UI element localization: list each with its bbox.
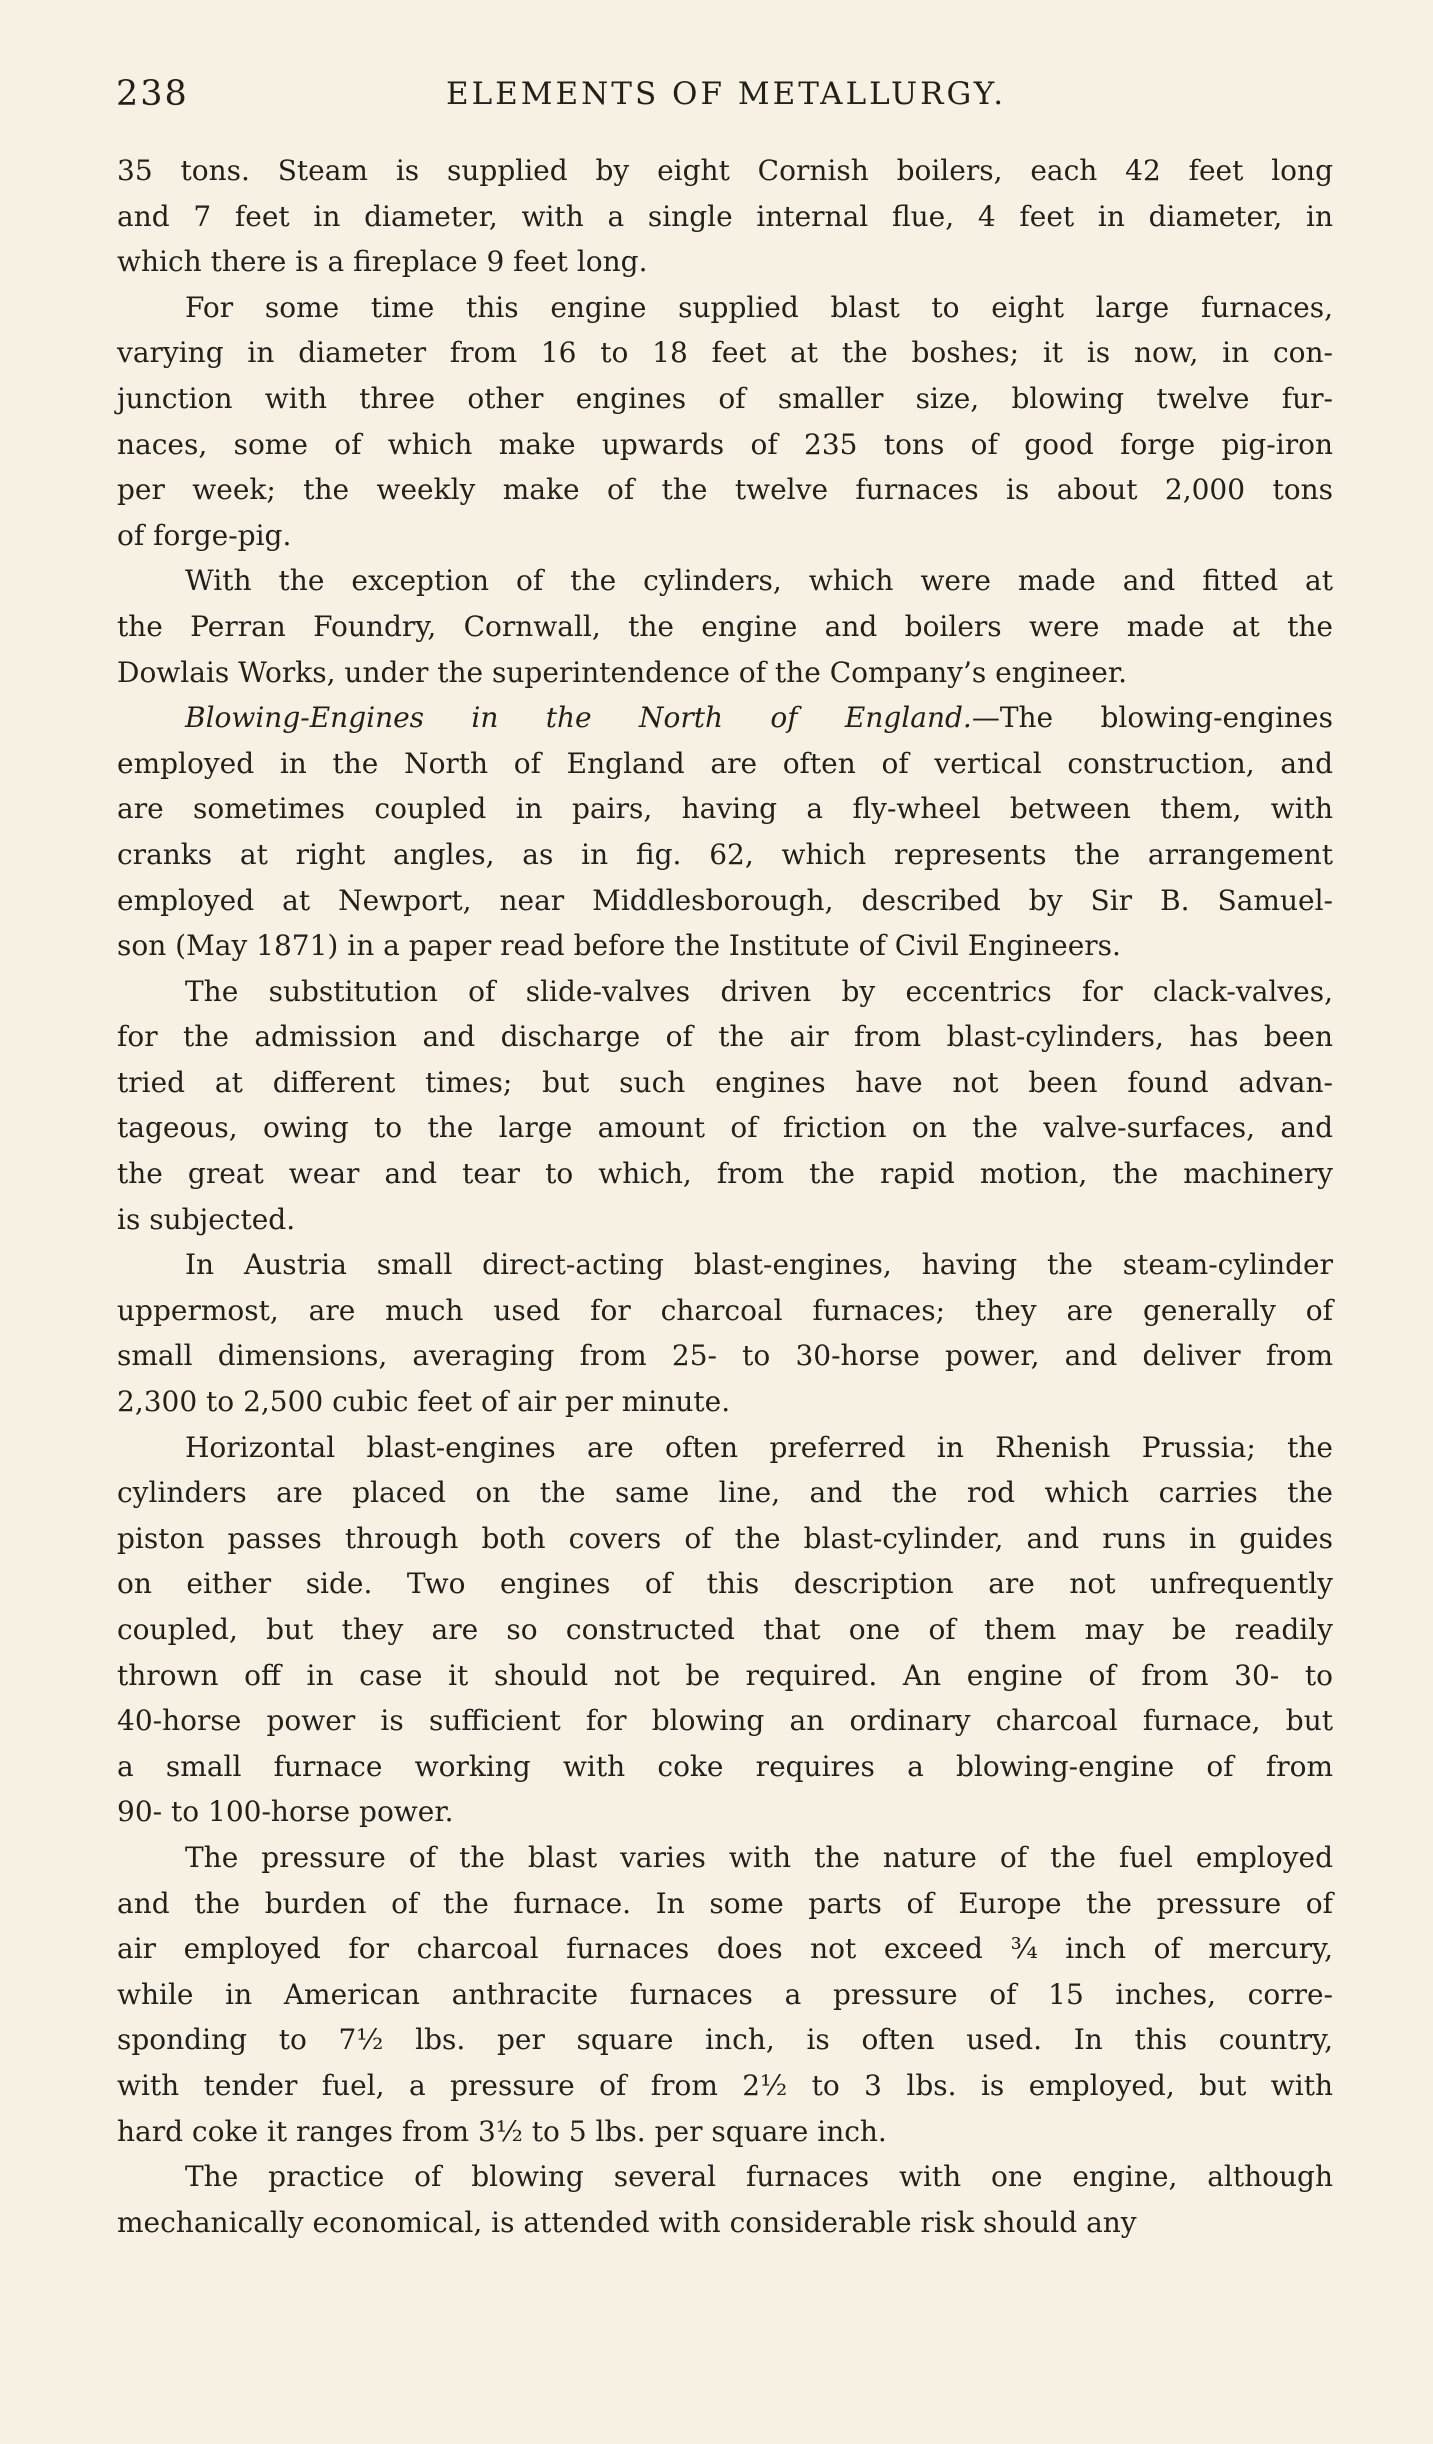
text-line bbox=[117, 558, 1333, 604]
line-text: hard coke it ranges from 3½ to 5 lbs. per square inch. bbox=[117, 2114, 887, 2148]
line-text: while in American anthracite furnaces a pressure of 15 inches, corre- bbox=[117, 1977, 1333, 2011]
line-text: and the burden of the furnace. In some parts of Europe the pressure of bbox=[117, 1886, 1333, 1920]
paragraph bbox=[117, 148, 1333, 285]
page-number: 238 bbox=[116, 74, 189, 114]
text-line bbox=[117, 1425, 1333, 1471]
line-text: is subjected. bbox=[117, 1202, 296, 1236]
text-line bbox=[117, 2063, 1333, 2109]
text-line bbox=[117, 604, 1333, 650]
text-line bbox=[117, 1105, 1333, 1151]
line-text: a small furnace working with coke requires a blowing-engine of from bbox=[117, 1749, 1333, 1783]
line-text: Horizontal blast-engines are often preferred in Rhenish Prussia; the bbox=[185, 1430, 1333, 1464]
text-line bbox=[117, 878, 1333, 924]
line-text: Dowlais Works, under the superintendence of the Company’s engineer. bbox=[117, 655, 1128, 689]
line-text: small dimensions, averaging from 25- to 30-horse power, and deliver from bbox=[117, 1339, 1333, 1373]
line-text: piston passes through both covers of the blast-cylinder, and runs in guides bbox=[117, 1521, 1333, 1555]
text-line bbox=[117, 2154, 1333, 2200]
text-line bbox=[117, 741, 1333, 787]
text-line bbox=[117, 194, 1333, 240]
line-text: and 7 feet in diameter, with a single internal flue, 4 feet in diameter, in bbox=[117, 199, 1333, 233]
text-line bbox=[117, 1972, 1333, 2018]
line-text: of forge-pig. bbox=[117, 518, 292, 552]
text-line bbox=[117, 1835, 1333, 1881]
paragraph bbox=[117, 1835, 1333, 2154]
text-line bbox=[117, 923, 1333, 969]
line-text: 90- to 100-horse power. bbox=[117, 1795, 454, 1829]
line-text: with tender fuel, a pressure of from 2½ to 3 lbs. is employed, but with bbox=[117, 2068, 1333, 2102]
text-line bbox=[117, 285, 1333, 331]
paragraph bbox=[117, 2154, 1333, 2245]
line-text: for the admission and discharge of the air from blast-cylinders, has been bbox=[117, 1020, 1333, 1054]
text-line bbox=[117, 1561, 1333, 1607]
body-text bbox=[117, 148, 1333, 2245]
line-text: the Perran Foundry, Cornwall, the engine and boilers were made at the bbox=[117, 609, 1333, 643]
line-text: employed in the North of England are often of vertical construction, and bbox=[117, 746, 1333, 780]
paragraph bbox=[117, 695, 1333, 969]
paragraph bbox=[117, 969, 1333, 1243]
text-line bbox=[117, 1516, 1333, 1562]
line-text: cranks at right angles, as in fig. 62, which represents the arrangement bbox=[117, 837, 1333, 871]
line-text: junction with three other engines of smaller size, blowing twelve fur- bbox=[117, 381, 1333, 415]
line-text: per week; the weekly make of the twelve furnaces is about 2,000 tons bbox=[117, 473, 1333, 507]
text-line bbox=[117, 1744, 1333, 1790]
paragraph bbox=[117, 285, 1333, 559]
line-text: sponding to 7½ lbs. per square inch, is often used. In this country, bbox=[117, 2023, 1333, 2057]
line-text: mechanically economical, is attended with considerable risk should any bbox=[117, 2205, 1137, 2239]
text-line bbox=[117, 330, 1333, 376]
text-line bbox=[117, 2109, 1333, 2155]
text-line bbox=[117, 1197, 1333, 1243]
line-text: tried at different times; but such engines have not been found advan- bbox=[117, 1065, 1333, 1099]
line-text: cylinders are placed on the same line, and the rod which carries the bbox=[117, 1476, 1333, 1510]
line-text: 40-horse power is sufficient for blowing an ordinary charcoal furnace, but bbox=[117, 1704, 1333, 1738]
line-text: In Austria small direct-acting blast-engines, having the steam-cylinder bbox=[185, 1248, 1333, 1282]
line-text: For some time this engine supplied blast to eight large furnaces, bbox=[185, 290, 1333, 324]
line-text: varying in diameter from 16 to 18 feet at the boshes; it is now, in con- bbox=[117, 336, 1333, 370]
text-line bbox=[117, 695, 1333, 741]
line-text: tageous, owing to the large amount of friction on the valve-surfaces, and bbox=[117, 1111, 1333, 1145]
text-line bbox=[117, 1151, 1333, 1197]
line-text: naces, some of which make upwards of 235 tons of good forge pig-iron bbox=[117, 427, 1333, 461]
text-line bbox=[117, 1470, 1333, 1516]
line-text: The substitution of slide-valves driven by eccentrics for clack-valves, bbox=[185, 974, 1333, 1008]
text-line bbox=[117, 1242, 1333, 1288]
text-line bbox=[117, 1379, 1333, 1425]
text-line bbox=[117, 467, 1333, 513]
line-text: on either side. Two engines of this description are not unfrequently bbox=[117, 1567, 1333, 1601]
text-line bbox=[117, 1698, 1333, 1744]
line-text: which there is a fireplace 9 feet long. bbox=[117, 245, 648, 279]
text-line bbox=[117, 832, 1333, 878]
text-line bbox=[117, 2200, 1333, 2246]
text-line bbox=[117, 1333, 1333, 1379]
text-line bbox=[117, 1014, 1333, 1060]
text-line bbox=[117, 1607, 1333, 1653]
text-line bbox=[117, 376, 1333, 422]
line-text: coupled, but they are so constructed that one of them may be readily bbox=[117, 1613, 1333, 1646]
line-text: —The blowing-engines bbox=[971, 701, 1333, 735]
line-text: son (May 1871) in a paper read before the Institute of Civil Engineers. bbox=[117, 929, 1121, 963]
running-head: ELEMENTS OF METALLURGY. bbox=[445, 76, 1007, 112]
line-text: 2,300 to 2,500 cubic feet of air per minute. bbox=[117, 1385, 731, 1419]
paragraph bbox=[117, 558, 1333, 695]
paragraph bbox=[117, 1242, 1333, 1424]
text-line bbox=[117, 1926, 1333, 1972]
line-text: thrown off in case it should not be required. An engine of from 30- to bbox=[117, 1658, 1333, 1692]
line-text: the great wear and tear to which, from the rapid motion, the machinery bbox=[117, 1157, 1333, 1191]
text-line bbox=[117, 786, 1333, 832]
text-line bbox=[117, 513, 1333, 559]
line-text: 35 tons. Steam is supplied by eight Cornish boilers, each 42 feet long bbox=[117, 154, 1333, 187]
page-header bbox=[116, 64, 1336, 124]
text-line bbox=[117, 2017, 1333, 2063]
text-line bbox=[117, 1060, 1333, 1106]
line-text: The pressure of the blast varies with the nature of the fuel employed bbox=[185, 1840, 1333, 1874]
text-line bbox=[117, 1653, 1333, 1699]
section-heading: Blowing-Engines in the North of England. bbox=[185, 701, 972, 735]
line-text: air employed for charcoal furnaces does not exceed ¾ inch of mercury, bbox=[117, 1932, 1333, 1966]
text-line bbox=[117, 239, 1333, 285]
text-line bbox=[117, 422, 1333, 468]
text-line bbox=[117, 148, 1333, 194]
text-line bbox=[117, 969, 1333, 1015]
line-text: With the exception of the cylinders, which were made and fitted at bbox=[185, 564, 1333, 598]
text-line bbox=[117, 1288, 1333, 1334]
line-text: The practice of blowing several furnaces with one engine, although bbox=[185, 2160, 1333, 2194]
text-line bbox=[117, 650, 1333, 696]
line-text: employed at Newport, near Middlesborough, described by Sir B. Samuel- bbox=[117, 883, 1333, 917]
text-line bbox=[117, 1881, 1333, 1927]
text-line bbox=[117, 1789, 1333, 1835]
line-text: uppermost, are much used for charcoal furnaces; they are generally of bbox=[117, 1293, 1333, 1327]
line-text: are sometimes coupled in pairs, having a fly-wheel between them, with bbox=[117, 792, 1333, 826]
paragraph bbox=[117, 1425, 1333, 1835]
